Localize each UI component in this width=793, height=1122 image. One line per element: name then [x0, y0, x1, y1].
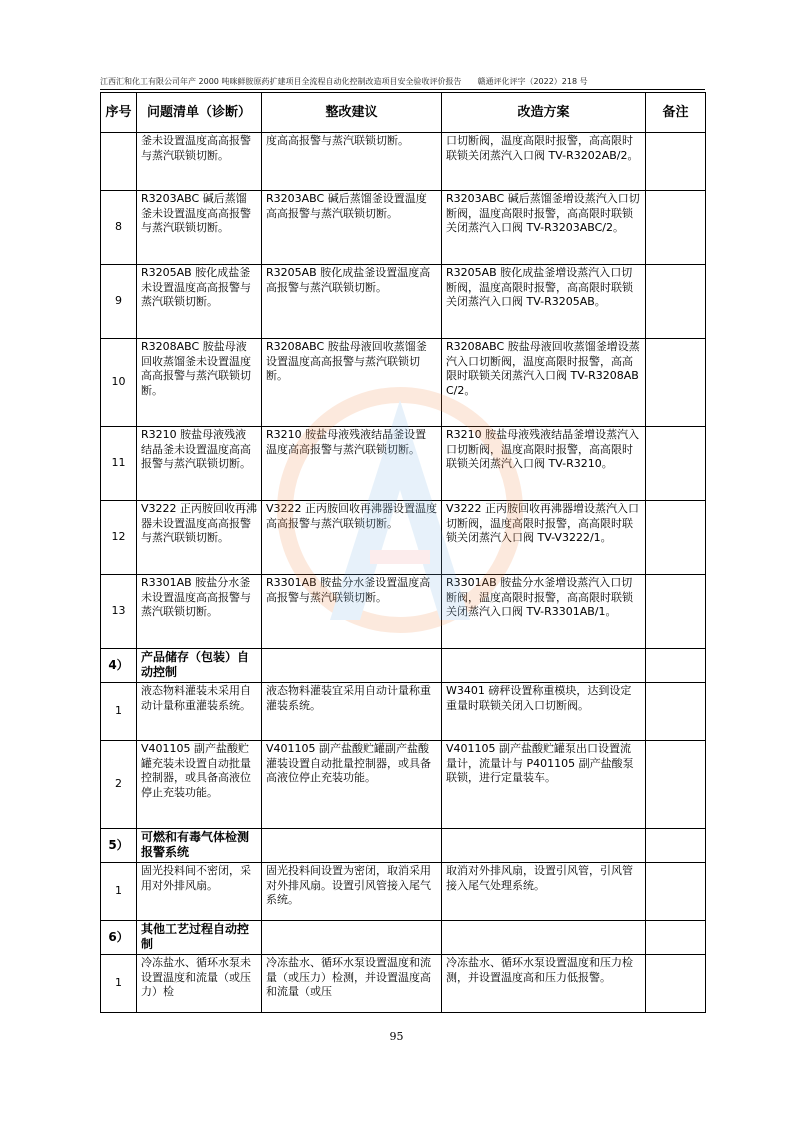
page-number: 95 [389, 1030, 404, 1043]
col-header-plan: 改造方案 [442, 93, 646, 133]
cell-issue: 产品储存（包装）自动控制 [137, 649, 262, 683]
cell-number: 1 [101, 683, 137, 741]
cell-note [646, 741, 706, 829]
cell-note [646, 575, 706, 649]
cell-number: 11 [101, 427, 137, 501]
cell-note [646, 683, 706, 741]
cell-suggestion: V401105 副产盐酸贮罐副产盐酸灌装设置自动批量控制器，或具备高液位停止充装功能。 [262, 741, 442, 829]
cell-suggestion: R3208ABC 胺盐母液回收蒸馏釜设置温度高高报警与蒸汽联锁切断。 [262, 339, 442, 427]
cell-note [646, 955, 706, 1013]
cell-note [646, 863, 706, 921]
cell-number: 13 [101, 575, 137, 649]
cell-suggestion: V3222 正丙胺回收再沸器设置温度高高报警与蒸汽联锁切断。 [262, 501, 442, 575]
col-header-number: 序号 [101, 93, 137, 133]
table-row [101, 955, 706, 1013]
cell-suggestion [262, 649, 442, 683]
cell-issue: 固光投料间不密闭，采用对外排风扇。 [137, 863, 262, 921]
page-header: 江西汇和化工有限公司年产 2000 吨咪鲜胺原药扩建项目全流程自动化控制改造项目安全验收评价报告 赣通评化评字（2022）218 号 [100, 77, 588, 86]
col-header-note: 备注 [646, 93, 706, 133]
cell-issue: R3301AB 胺盐分水釜未设置温度高高报警与蒸汽联锁切断。 [137, 575, 262, 649]
table-row [101, 191, 706, 265]
cell-suggestion: 固光投料间设置为密闭，取消采用对外排风扇。设置引风管接入尾气系统。 [262, 863, 442, 921]
cell-suggestion: 度高高报警与蒸汽联锁切断。 [262, 133, 442, 191]
cell-note [646, 501, 706, 575]
cell-note [646, 829, 706, 863]
cell-issue: 可燃和有毒气体检测报警系统 [137, 829, 262, 863]
cell-suggestion: R3210 胺盐母液残液结晶釜设置温度高高报警与蒸汽联锁切断。 [262, 427, 442, 501]
cell-number: 12 [101, 501, 137, 575]
cell-suggestion: R3205AB 胺化成盐釜设置温度高高报警与蒸汽联锁切断。 [262, 265, 442, 339]
cell-note [646, 649, 706, 683]
cell-issue: 釜未设置温度高高报警与蒸汽联锁切断。 [137, 133, 262, 191]
cell-plan: R3203ABC 碱后蒸馏釜增设蒸汽入口切断阀，温度高限时报警，高高限时联锁关闭蒸汽入口阀 TV-R3203ABC/2。 [442, 191, 646, 265]
table-header-row [101, 93, 706, 133]
cell-number: 5） [101, 829, 137, 863]
table-row [101, 265, 706, 339]
cell-plan [442, 921, 646, 955]
cell-plan: R3205AB 胺化成盐釜增设蒸汽入口切断阀，温度高限时报警，高高限时联锁关闭蒸汽入口阀 TV-R3205AB。 [442, 265, 646, 339]
table-row [101, 339, 706, 427]
cell-number: 6） [101, 921, 137, 955]
cell-issue: V3222 正丙胺回收再沸器未设置温度高高报警与蒸汽联锁切断。 [137, 501, 262, 575]
cell-plan: 取消对外排风扇，设置引风管，引风管接入尾气处理系统。 [442, 863, 646, 921]
table-row [101, 863, 706, 921]
cell-issue: R3208ABC 胺盐母液回收蒸馏釜未设置温度高高报警与蒸汽联锁切断。 [137, 339, 262, 427]
cell-number [101, 133, 137, 191]
cell-issue: 其他工艺过程自动控制 [137, 921, 262, 955]
table-body [101, 133, 706, 1013]
cell-issue: R3205AB 胺化成盐釜未设置温度高高报警与蒸汽联锁切断。 [137, 265, 262, 339]
cell-suggestion [262, 829, 442, 863]
cell-number: 9 [101, 265, 137, 339]
cell-plan: R3208ABC 胺盐母液回收蒸馏釜增设蒸汽入口切断阀，温度高限时报警，高高限时联锁关闭蒸汽入口阀 TV-R3208ABC/2。 [442, 339, 646, 427]
cell-note [646, 191, 706, 265]
cell-plan: W3401 磅秤设置称重模块，达到设定重量时联锁关闭入口切断阀。 [442, 683, 646, 741]
section-row [101, 829, 706, 863]
table-row [101, 427, 706, 501]
cell-note [646, 427, 706, 501]
table-row [101, 133, 706, 191]
col-header-issue: 问题清单（诊断） [137, 93, 262, 133]
cell-plan: V401105 副产盐酸贮罐泵出口设置流量计，流量计与 P401105 副产盐酸泵联锁，进行定量装车。 [442, 741, 646, 829]
col-header-suggestion: 整改建议 [262, 93, 442, 133]
cell-number: 1 [101, 955, 137, 1013]
table-row [101, 575, 706, 649]
cell-number: 4） [101, 649, 137, 683]
rectification-table [100, 92, 706, 1013]
cell-issue: R3210 胺盐母液残液结晶釜未设置温度高高报警与蒸汽联锁切断。 [137, 427, 262, 501]
cell-number: 8 [101, 191, 137, 265]
cell-suggestion: 冷冻盐水、循环水泵设置温度和流量（或压力）检测，并设置温度高和流量（或压 [262, 955, 442, 1013]
cell-issue: 液态物料灌装未采用自动计量称重灌装系统。 [137, 683, 262, 741]
cell-issue: V401105 副产盐酸贮罐充装未设置自动批量控制器，或具备高液位停止充装功能。 [137, 741, 262, 829]
cell-suggestion: R3301AB 胺盐分水釜设置温度高高报警与蒸汽联锁切断。 [262, 575, 442, 649]
cell-plan [442, 649, 646, 683]
table-row [101, 741, 706, 829]
cell-plan: 口切断阀，温度高限时报警，高高限时联锁关闭蒸汽入口阀 TV-R3202AB/2。 [442, 133, 646, 191]
cell-number: 1 [101, 863, 137, 921]
cell-suggestion [262, 921, 442, 955]
cell-plan [442, 829, 646, 863]
cell-note [646, 265, 706, 339]
table-row [101, 501, 706, 575]
cell-note [646, 339, 706, 427]
cell-plan: V3222 正丙胺回收再沸器增设蒸汽入口切断阀，温度高限时报警，高高限时联锁关闭蒸汽入口阀 TV-V3222/1。 [442, 501, 646, 575]
cell-number: 2 [101, 741, 137, 829]
cell-note [646, 921, 706, 955]
cell-number: 10 [101, 339, 137, 427]
cell-suggestion: 液态物料灌装宜采用自动计量称重灌装系统。 [262, 683, 442, 741]
header-rule [100, 89, 705, 90]
cell-issue: 冷冻盐水、循环水泵未设置温度和流量（或压力）检 [137, 955, 262, 1013]
section-row [101, 921, 706, 955]
section-row [101, 649, 706, 683]
table-row [101, 683, 706, 741]
cell-note [646, 133, 706, 191]
cell-plan: R3210 胺盐母液残液结晶釜增设蒸汽入口切断阀，温度高限时报警，高高限时联锁关闭蒸汽入口阀 TV-R3210。 [442, 427, 646, 501]
cell-plan: R3301AB 胺盐分水釜增设蒸汽入口切断阀，温度高限时报警，高高限时联锁关闭蒸汽入口阀 TV-R3301AB/1。 [442, 575, 646, 649]
cell-issue: R3203ABC 碱后蒸馏釜未设置温度高高报警与蒸汽联锁切断。 [137, 191, 262, 265]
cell-plan: 冷冻盐水、循环水泵设置温度和压力检测，并设置温度高和压力低报警。 [442, 955, 646, 1013]
cell-suggestion: R3203ABC 碱后蒸馏釜设置温度高高报警与蒸汽联锁切断。 [262, 191, 442, 265]
